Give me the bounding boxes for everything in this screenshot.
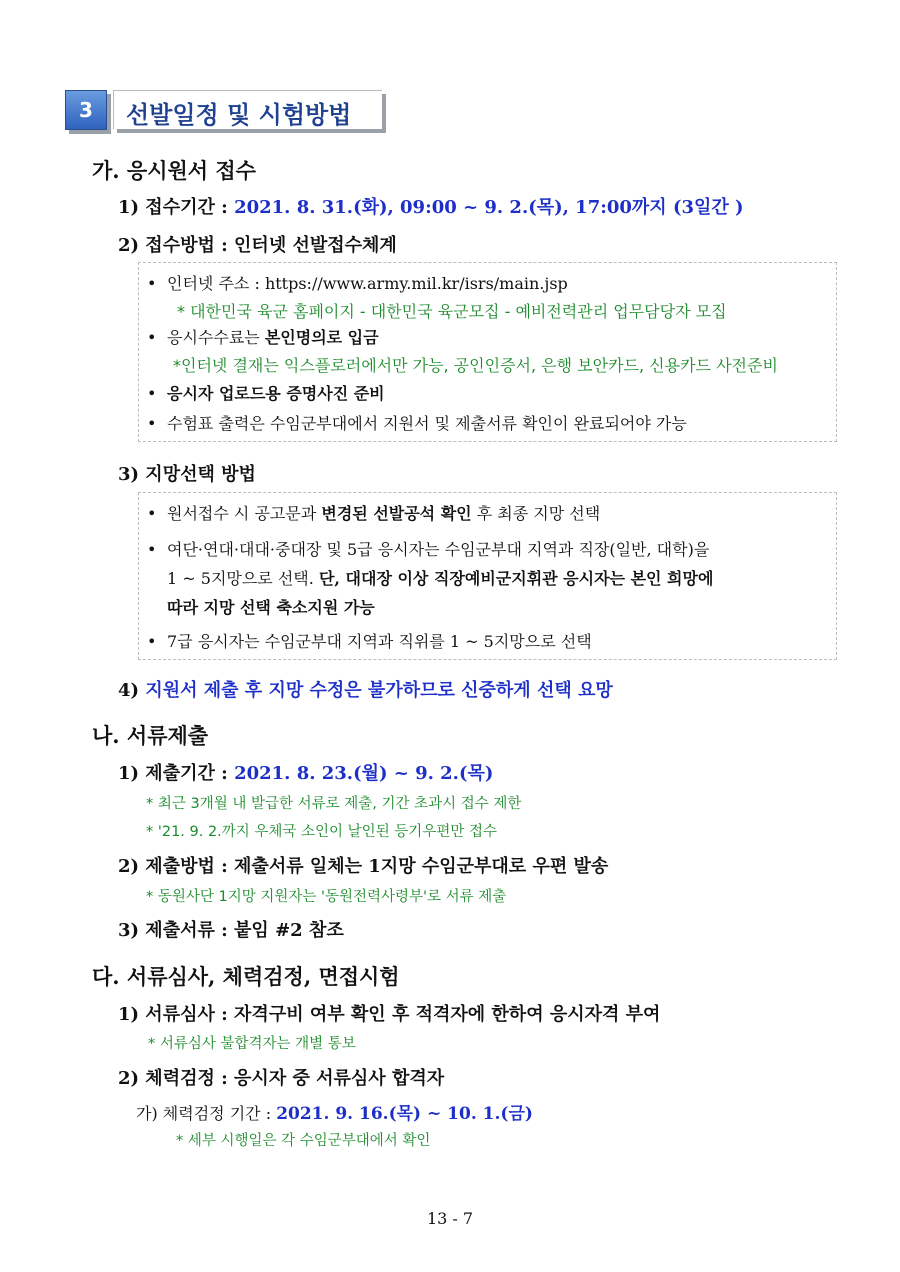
application-method: 2) 접수방법 : 인터넷 선발접수체계 — [118, 235, 397, 256]
fitness-period-value: 2021. 9. 16.(목) ~ 10. 1.(금) — [276, 1104, 533, 1124]
list-item — [147, 537, 709, 560]
submission-method: 2) 제출방법 : 제출서류 일체는 1지망 수임군부대로 우편 발송 — [118, 856, 609, 877]
section-number-badge: 3 — [65, 90, 107, 130]
application-period-value: 2021. 8. 31.(화), 09:00 ~ 9. 2.(목), 17:00까지 (3일간 ) — [234, 197, 744, 218]
note-text: * 동원사단 1지망 지원자는 '동원전력사령부'로 서류 제출 — [146, 889, 507, 905]
list-item-continuation — [167, 566, 713, 589]
submission-period-label: 1) 제출기간 : — [118, 763, 228, 784]
application-period-label: 1) 접수기간 : — [118, 197, 228, 218]
bullet: • — [147, 540, 157, 559]
list-item — [147, 381, 385, 404]
fitness-period — [136, 1099, 533, 1124]
heading-ga: 가. 응시원서 접수 — [92, 158, 256, 183]
list-item-continuation — [167, 595, 375, 618]
list-item-text: 원서접수 시 공고문과 — [167, 504, 322, 523]
warning-number: 4) — [118, 680, 140, 701]
list-item-text: 후 최종 지망 선택 — [471, 504, 601, 523]
list-item-text: 수험표 출력은 수임군부대에서 지원서 및 제출서류 확인이 완료되어야 가능 — [167, 414, 687, 433]
list-item — [147, 411, 687, 434]
bullet: • — [147, 414, 157, 433]
list-item-bold: 단, 대대장 이상 직장예비군지휘관 응시자는 본인 희망에 — [318, 569, 714, 588]
note-text: * 세부 시행일은 각 수임군부대에서 확인 — [176, 1133, 431, 1149]
warning-line — [118, 676, 613, 702]
fitness-test: 2) 체력검정 : 응시자 중 서류심사 합격자 — [118, 1068, 445, 1089]
list-item — [147, 501, 600, 524]
list-item — [147, 271, 568, 294]
list-item-bold: 따라 지망 선택 축소지원 가능 — [167, 598, 375, 617]
list-item — [147, 325, 379, 348]
note-text: *인터넷 결재는 익스플로러에서만 가능, 공인인증서, 은행 보안카드, 신용카드 사전준비 — [173, 356, 778, 375]
bullet: • — [147, 504, 157, 523]
note-text: * 대한민국 육군 홈페이지 - 대한민국 육군모집 - 예비전력관리 업무담당자 모집 — [177, 302, 727, 321]
application-info-box — [138, 262, 837, 442]
submission-documents: 3) 제출서류 : 붙임 #2 참조 — [118, 920, 344, 941]
list-item-text: 1 ~ 5지망으로 선택. — [167, 569, 319, 588]
warning-text: 지원서 제출 후 지망 수정은 불가하므로 신중하게 선택 요망 — [145, 680, 613, 701]
choice-method-heading: 3) 지망선택 방법 — [118, 464, 256, 485]
note-text: * '21. 9. 2.까지 우체국 소인이 날인된 등기우편만 접수 — [146, 824, 497, 840]
application-period — [118, 193, 744, 219]
page-number: 13 - 7 — [426, 1209, 474, 1228]
list-item-text: 7급 응시자는 수임군부대 지역과 직위를 1 ~ 5지망으로 선택 — [167, 632, 592, 651]
list-item-bold: 응시자 업로드용 증명사진 준비 — [167, 384, 385, 403]
submission-period — [118, 759, 493, 785]
section-title: 선발일정 및 시험방법 — [126, 101, 352, 129]
document-review: 1) 서류심사 : 자격구비 여부 확인 후 적격자에 한하여 응시자격 부여 — [118, 1004, 661, 1025]
list-item — [147, 629, 592, 652]
website-url: https://www.army.mil.kr/isrs/main.jsp — [264, 274, 568, 293]
choice-info-box — [138, 492, 837, 660]
heading-na: 나. 서류제출 — [92, 723, 209, 748]
submission-period-value: 2021. 8. 23.(월) ~ 9. 2.(목) — [234, 763, 494, 784]
list-item-text: 여단·연대·대대·중대장 및 5급 응시자는 수임군부대 지역과 직장(일반, 대학)을 — [167, 540, 710, 559]
list-item-bold: 본인명의로 입금 — [264, 328, 379, 347]
section-title-box — [113, 90, 382, 129]
list-item-bold: 변경된 선발공석 확인 — [321, 504, 472, 523]
list-item-text: 응시수수료는 — [167, 328, 265, 347]
bullet: • — [147, 328, 157, 347]
heading-da: 다. 서류심사, 체력검정, 면접시험 — [92, 964, 400, 989]
list-item-text: 인터넷 주소 : — [167, 274, 265, 293]
bullet: • — [147, 632, 157, 651]
fitness-period-label: 가) 체력검정 기간 : — [136, 1104, 272, 1123]
bullet: • — [147, 274, 157, 293]
bullet: • — [147, 384, 157, 403]
note-text: * 서류심사 불합격자는 개별 통보 — [148, 1036, 356, 1052]
note-text: * 최근 3개월 내 발급한 서류로 제출, 기간 초과시 접수 제한 — [146, 796, 522, 812]
